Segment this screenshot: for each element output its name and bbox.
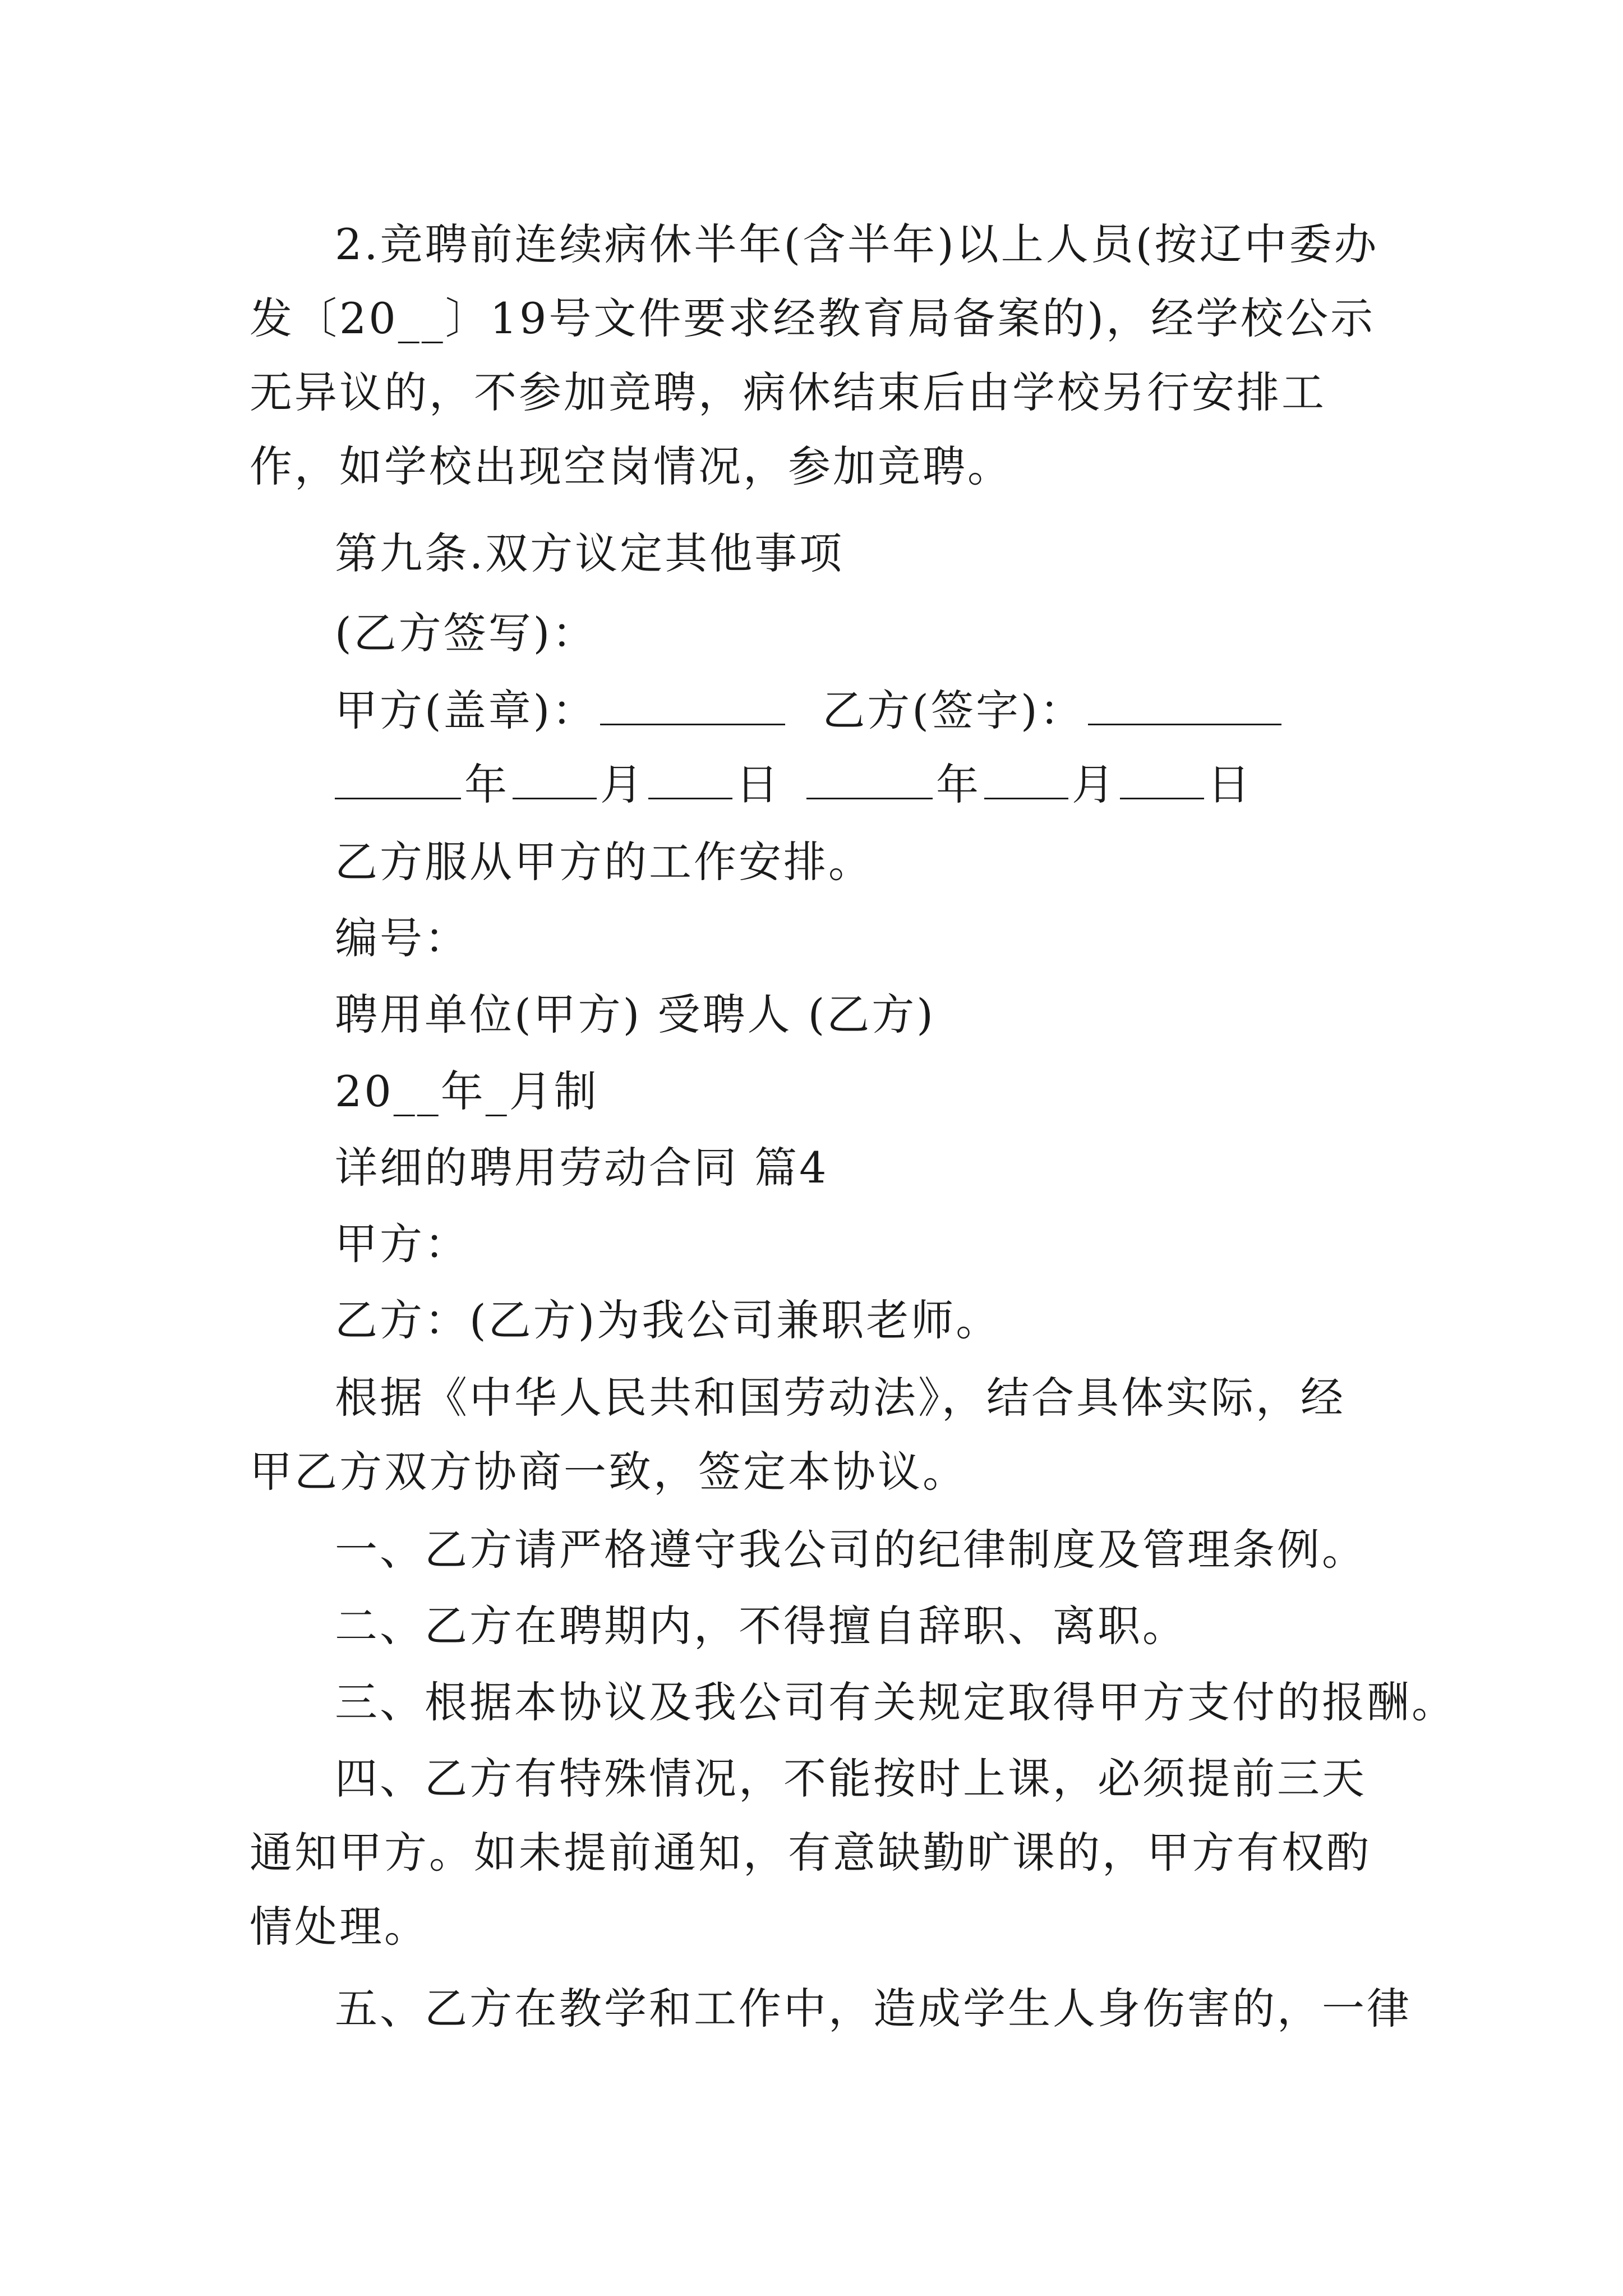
party-b-signature-note: (乙方签写)：	[335, 608, 597, 658]
made-date-line: 20__年_月制	[335, 1066, 599, 1116]
party-b-sign-label: 乙方(签字)：	[822, 685, 1085, 735]
date-month-label-2: 月	[1072, 760, 1117, 809]
party-a-line: 甲方：	[335, 1219, 469, 1269]
clause-1: 一、乙方请严格遵守我公司的纪律制度及管理条例。	[335, 1525, 1367, 1575]
date-month-label: 月	[600, 760, 645, 809]
party-a-seal-label: 甲方(盖章)：	[335, 685, 597, 735]
date-day-label: 日	[736, 760, 781, 809]
date-month-blank	[513, 758, 597, 799]
date-year-label-2: 年	[936, 760, 981, 809]
clause-3: 三、根据本协议及我公司有关规定取得甲方支付的报酬。	[335, 1677, 1456, 1727]
clause-5: 五、乙方在教学和工作中，造成学生人身伤害的，一律	[335, 1984, 1412, 2033]
signature-line	[335, 674, 1285, 748]
date-year-blank	[335, 758, 461, 799]
date-day-blank-2	[1120, 758, 1204, 799]
date-day-blank	[648, 758, 732, 799]
party-a-seal-blank	[600, 684, 785, 725]
paragraph-item-2: 2.竞聘前连续病休半年(含半年)以上人员(按辽中委办发〔20__〕19号文件要求经教育局备案的)，经学校公示无异议的，不参加竞聘，病休结束后由学校另行安排工作，如学校出现空岗情况，参加竞聘。	[250, 219, 1379, 491]
parties-line: 聘用单位(甲方) 受聘人 (乙方)	[335, 990, 935, 1039]
date-year-blank-2	[806, 758, 933, 799]
party-b-sign-blank	[1088, 684, 1281, 725]
contract-number-label: 编号：	[335, 913, 469, 963]
clause-4: 四、乙方有特殊情况，不能按时上课，必须提前三天通知甲方。如未提前通知，有意缺勤旷课的，甲方有权酌情处理。	[250, 1754, 1371, 1952]
section-title-4: 详细的聘用劳动合同 篇4	[335, 1143, 829, 1193]
date-year-label: 年	[464, 760, 509, 809]
party-b-line: 乙方：(乙方)为我公司兼职老师。	[335, 1295, 1001, 1345]
paragraph-basis: 根据《中华人民共和国劳动法》，结合具体实际，经甲乙方双方协商一致，签定本协议。	[250, 1373, 1345, 1497]
paragraph-obey: 乙方服从甲方的工作安排。	[335, 837, 873, 887]
date-month-blank-2	[984, 758, 1068, 799]
date-line	[335, 748, 1252, 822]
clause-2: 二、乙方在聘期内，不得擅自辞职、离职。	[335, 1601, 1187, 1651]
article-9-heading: 第九条.双方议定其他事项	[335, 528, 845, 578]
date-day-label-2: 日	[1207, 760, 1252, 809]
